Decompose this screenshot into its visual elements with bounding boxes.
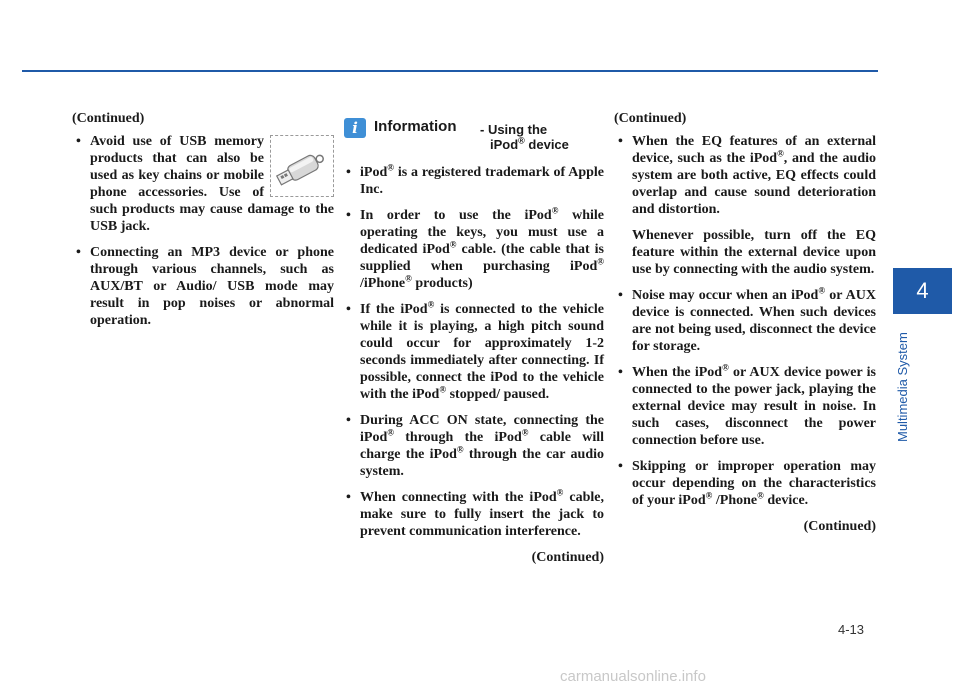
sub-paragraph: Whenever possible, turn off the EQ feature within the external device upon use by connecting with the audio system. [632, 228, 876, 277]
list-item-text: Connecting an MP3 device or phone through various channels, such as AUX/BT or Audio/ USB mode may result in pop noises or abnormal operation. [90, 245, 334, 328]
column-left [72, 110, 334, 338]
list-item: • When the iPod® or AUX device power is connected to the power jack, playing the external device may result in noise. In such cases, disconnect the power connection before use. [614, 364, 876, 449]
page-number: 4-13 [838, 622, 865, 637]
column-right [614, 110, 876, 535]
info-icon: i [344, 118, 366, 138]
list-item: • Noise may occur when an iPod® or AUX device is connected. When such devices are not being used, disconnect the device for storage. [614, 287, 876, 355]
list-item [72, 133, 334, 235]
bullet-list [342, 164, 604, 540]
chapter-label: Multimedia System [895, 332, 910, 442]
list-item: • During ACC ON state, connecting the iPod® through the iPod® cable will charge the iPod® through the car audio system. [342, 412, 604, 480]
bullet-list [614, 287, 876, 509]
watermark: carmanualsonline.info [560, 668, 706, 685]
continued-label-bottom: (Continued) [803, 519, 876, 534]
list-item: • In order to use the iPod® while operating the keys, you must use a dedicated iPod® cable. (the cable that is supplied when purchasing iPod® /iPhone® products) [342, 207, 604, 292]
info-subtitle-line1: - Using the [480, 122, 548, 137]
chapter-number-tab: 4 [893, 268, 952, 314]
info-title: Information [374, 118, 457, 135]
list-item: • When the EQ features of an external device, such as the iPod®, and the audio system are both active, EQ effects could overlap and cause sound deterioration and distortion. [614, 133, 876, 218]
info-subtitle-line2: iPod® device [490, 135, 569, 152]
header-rule [22, 70, 878, 72]
list-item: • Skipping or improper operation may occur depending on the characteristics of your iPod® /Phone® device. [614, 458, 876, 509]
list-item: • iPod® is a registered trademark of Apple Inc. [342, 164, 604, 198]
continued-label-bottom: (Continued) [531, 550, 604, 565]
list-item: • If the iPod® is connected to the vehicle while it is playing, a high pitch sound could occur for approximately 1-2 seconds immediately after connecting. If possible, connect the iPod to the vehicle with the iPod® stopped/ paused. [342, 301, 604, 403]
list-item: • When connecting with the iPod® cable, make sure to fully insert the jack to prevent communication interference. [342, 489, 604, 540]
column-middle [342, 118, 604, 566]
continued-label-top: (Continued) [72, 111, 145, 126]
bullet-list [72, 133, 334, 329]
usb-drive-icon [270, 135, 334, 197]
information-header [342, 118, 604, 158]
list-item [72, 244, 334, 329]
continued-label-top: (Continued) [614, 111, 687, 126]
list-item-text: Avoid use of USB memory products that can also be used as key chains or mobile phone accessories. Use of such products may cause damage to the USB jack. [90, 134, 334, 234]
bullet-list [614, 133, 876, 218]
